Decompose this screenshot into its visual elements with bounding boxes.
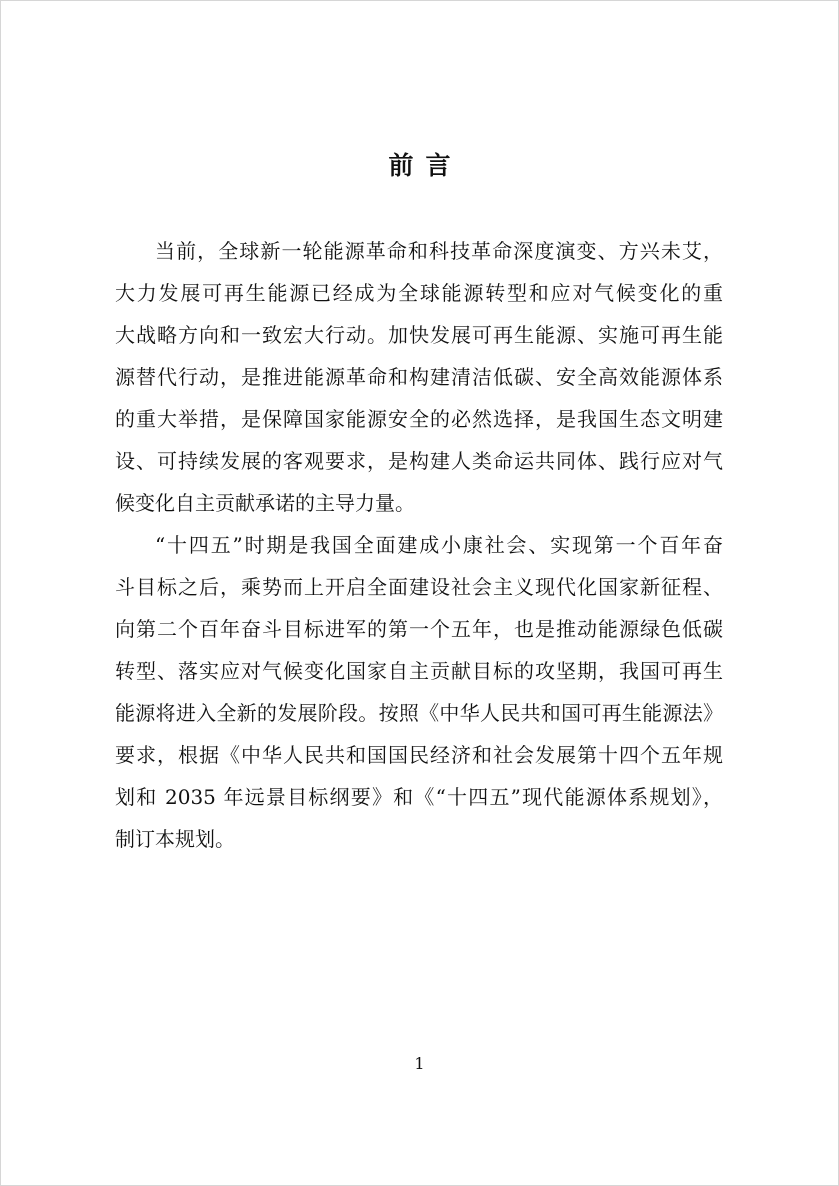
paragraph-2-line-8: 制订本规划。 <box>115 827 235 851</box>
paragraph-1-line-5: 的重大举措，是保障国家能源安全的必然选择，是我国生态文明建 <box>115 407 723 431</box>
paragraph-1-line-6: 设、可持续发展的客观要求，是构建人类命运共同体、践行应对气 <box>115 449 723 473</box>
paragraph-2-line-1: “十四五”时期是我国全面建成小康社会、实现第一个百年奋 <box>155 533 723 557</box>
paragraph-2-line-5: 能源将进入全新的发展阶段。按照《中华人民共和国可再生能源法》 <box>115 701 723 725</box>
paragraph-2-line-7: 划和 2035 年远景目标纲要》和《“十四五”现代能源体系规划》， <box>115 785 723 809</box>
paragraph-1-line-1: 当前，全球新一轮能源革命和科技革命深度演变、方兴未艾， <box>155 239 723 263</box>
body-text <box>115 230 723 860</box>
paragraph-2-line-6: 要求，根据《中华人民共和国国民经济和社会发展第十四个五年规 <box>115 743 723 767</box>
paragraph-1-line-4: 源替代行动，是推进能源革命和构建清洁低碳、安全高效能源体系 <box>115 365 723 389</box>
page-number: 1 <box>414 1054 425 1073</box>
paragraph-2-line-4: 转型、落实应对气候变化国家自主贡献目标的攻坚期，我国可再生 <box>115 659 723 683</box>
paragraph-1-line-3: 大战略方向和一致宏大行动。加快发展可再生能源、实施可再生能 <box>115 323 723 347</box>
paragraph-1 <box>115 230 723 524</box>
paragraph-2-line-2: 斗目标之后，乘势而上开启全面建设社会主义现代化国家新征程、 <box>115 575 723 599</box>
page-title: 前言 <box>388 151 463 180</box>
paragraph-2-line-3: 向第二个百年奋斗目标进军的第一个五年，也是推动能源绿色低碳 <box>115 617 723 641</box>
paragraph-2 <box>115 524 723 860</box>
paragraph-1-line-2: 大力发展可再生能源已经成为全球能源转型和应对气候变化的重 <box>115 281 723 305</box>
paragraph-1-line-7: 候变化自主贡献承诺的主导力量。 <box>115 491 415 515</box>
